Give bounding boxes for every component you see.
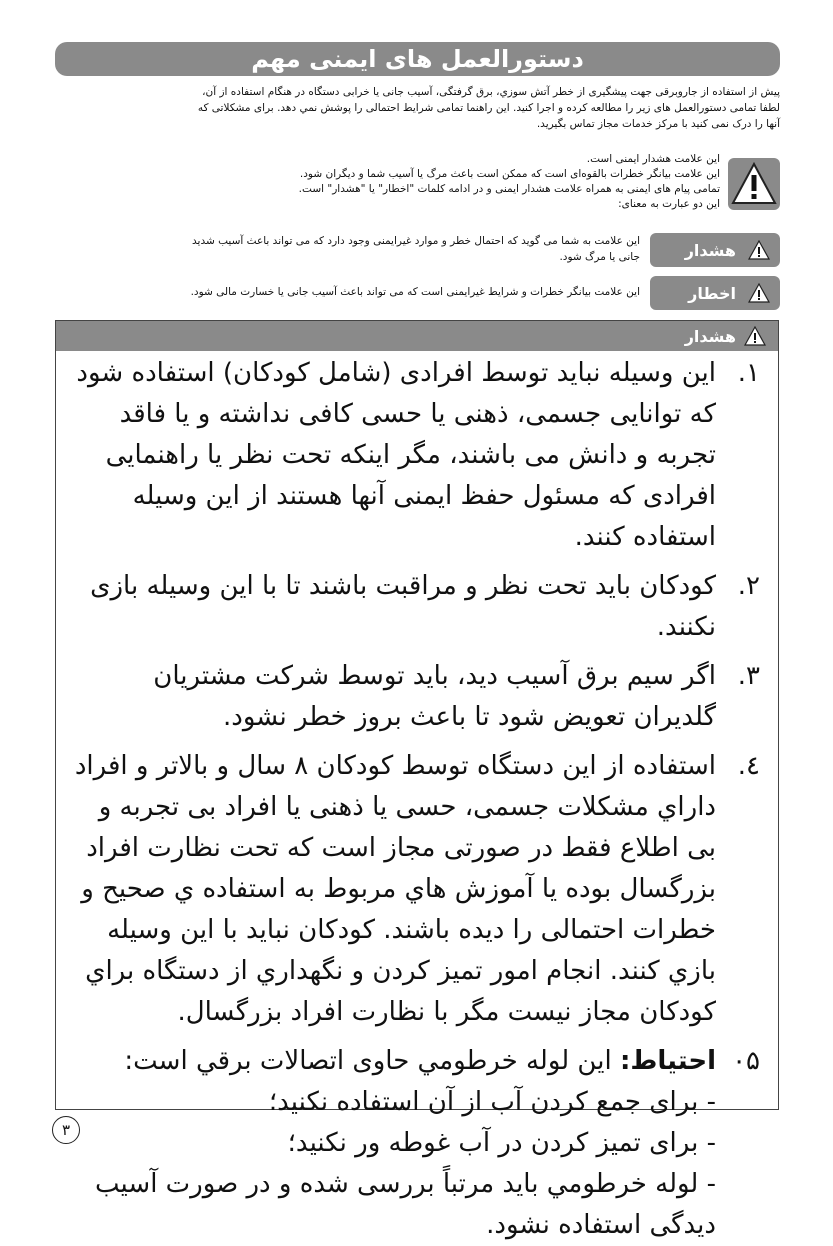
- bullet-item: - لوله خرطومي باید مرتباً بررسی شده و در صورت آسیب دیدگی استفاده نشود.: [95, 1169, 716, 1240]
- bullet-item: - برای تمیز کردن در آب غوطه ور نکنید؛: [287, 1128, 716, 1158]
- warning-triangle-icon: [748, 240, 770, 260]
- warning-label: [650, 233, 780, 267]
- warning-definition-line: این علامت به شما می گوید که احتمال خطر و موارد غیرایمنی وجود دارد که می تواند باعث آسیب شدید: [192, 235, 640, 247]
- list-item-number: ٤.: [737, 751, 760, 781]
- list-item: [74, 746, 760, 1033]
- caution-label: [650, 276, 780, 310]
- list-item-text: استفاده از این دستگاه توسط کودکان ۸ سال و بالاتر و افراد داراي مشکلات جسمی، حسی یا ذهنی یا افراد بی تجربه و بی اطلاع فقط در صورتی مجاز است که تحت نظارت افراد بزرگسال بوده یا آموزش هاي مربوط به استفاده ي صحیح و خطرات احتمالی را دیده باشند. کودکان نباید با این وسیله بازي کنند. انجام امور تمیز کردن و نگهداري از دستگاه براي کودکان مجاز نیست مگر با نظارت افراد بزرگسال.: [74, 751, 716, 1027]
- warning-definition: [55, 233, 780, 269]
- intro-line: پیش از استفاده از جاروبرقی جهت پیشگیری از خطر آتش سوزي، برق گرفتگی، آسیب جانی یا خرابی دستگاه در هنگام استفاده از آن،: [202, 86, 780, 98]
- warning-section-header: [56, 321, 778, 351]
- caution-text: این لوله خرطومي حاوی اتصالات برقي است:: [124, 1046, 612, 1076]
- list-item-text: کودکان باید تحت نظر و مراقبت باشند تا با این وسیله بازی نکنند.: [90, 571, 716, 642]
- warning-triangle-icon: [744, 326, 766, 346]
- warning-label-text: هشدار: [684, 240, 736, 260]
- list-item-text: این وسیله نباید توسط افرادی (شامل کودکان) استفاده شود که توانایی جسمی، ذهنی یا حسی کافی نداشته و یا فاقد تجربه و دانش می باشند، مگر اینکه تحت نظر یا راهنمایی افرادی که مسئول حفظ ایمنی آنها هستند از این وسیله استفاده کنند.: [76, 358, 716, 552]
- symbol-info-line: تمامی پیام های ایمنی به همراه علامت هشدار ایمنی و در ادامه کلمات "اخطار" یا "هشدار" است.: [298, 183, 720, 195]
- safety-symbol-info: [210, 152, 780, 222]
- symbol-info-line: این دو عبارت به معنای:: [618, 198, 720, 210]
- warning-section-title: هشدار: [684, 326, 736, 346]
- list-item: [74, 1041, 760, 1246]
- list-item-number: ۲.: [737, 571, 760, 601]
- symbol-info-line: این علامت بیانگر خطرات بالقوه‌ای است که ممکن است باعث مرگ یا آسیب شما و دیگران شود.: [299, 168, 720, 180]
- intro-line: لطفا تمامی دستورالعمل های زیر را مطالعه کرده و اجرا کنید. این راهنما تمامی شرایط احتمالی را پوشش نمي دهد. برای مشکلاتی که: [197, 102, 780, 114]
- caution-definition-line: این علامت بیانگر خطرات و شرایط غیرایمنی است که می تواند باعث آسیب جانی یا خسارت مالی شود.: [190, 286, 640, 298]
- caution-definition: [55, 276, 780, 312]
- list-item-number: ٠۵: [732, 1046, 760, 1076]
- list-item: [74, 656, 760, 738]
- page-number: ۳: [52, 1116, 80, 1144]
- caution-label-text: اخطار: [688, 283, 736, 303]
- list-item-text: اگر سیم برق آسیب دید، باید توسط شرکت مشتریان گلدیران تعویض شود تا باعث بروز خطر نشود.: [153, 661, 716, 732]
- intro-paragraph: [62, 84, 780, 132]
- warning-triangle-icon: [748, 283, 770, 303]
- caution-keyword: احتیاط:: [619, 1046, 716, 1076]
- warning-definition-line: جانی یا مرگ شود.: [559, 251, 640, 263]
- list-item: [74, 353, 760, 558]
- list-item: [74, 566, 760, 648]
- bullet-item: - برای جمع کردن آب از آن استفاده نکنید؛: [268, 1087, 716, 1117]
- warning-exclamation-icon: [728, 158, 780, 210]
- intro-line: آنها را درک نمی کنید با مرکز خدمات مجاز تماس بگیرید.: [536, 118, 780, 130]
- warning-section: [55, 320, 779, 1240]
- list-item-number: ۳.: [737, 661, 760, 691]
- list-item-text: [74, 1041, 716, 1246]
- symbol-info-line: این علامت هشدار ایمنی است.: [586, 153, 720, 165]
- page-title: دستورالعمل های ایمنی مهم: [55, 42, 780, 76]
- list-item-number: ۱.: [737, 358, 760, 388]
